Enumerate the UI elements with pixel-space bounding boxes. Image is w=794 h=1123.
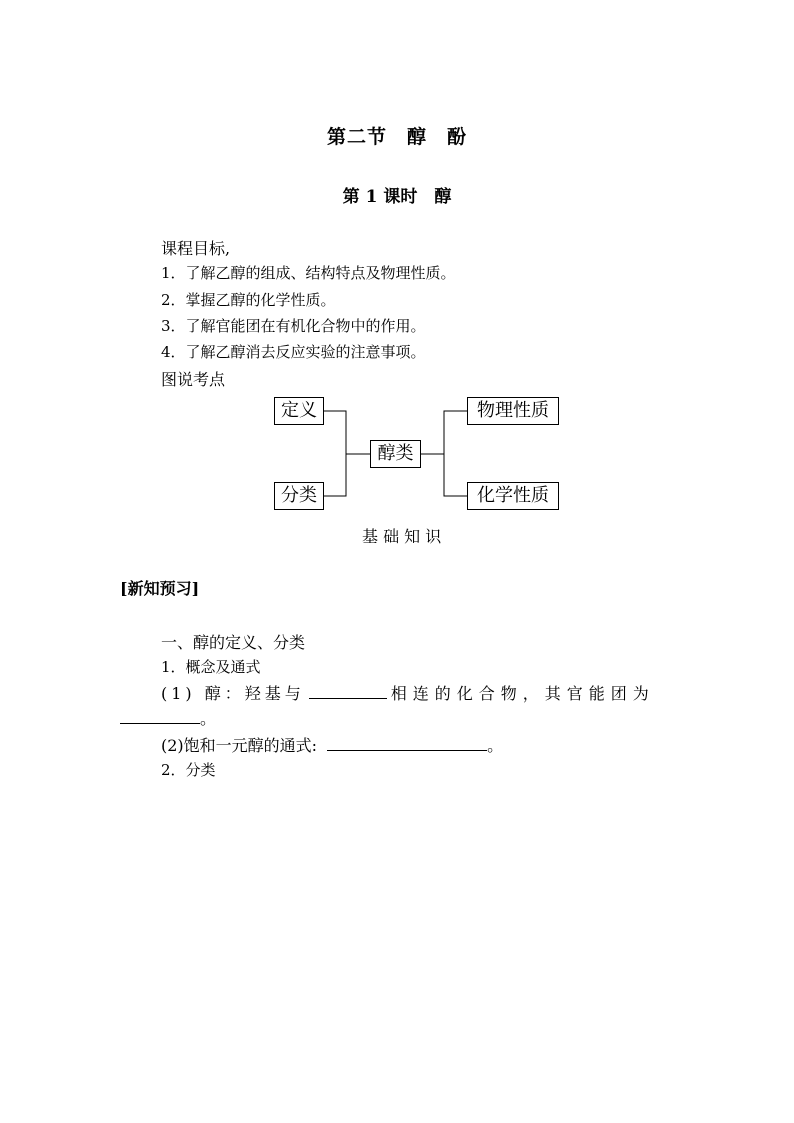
objective-item: 1．了解乙醇的组成、结构特点及物理性质。 — [161, 264, 456, 282]
box-classification: 分类 — [274, 482, 324, 510]
item2-title: 2．分类 — [161, 761, 216, 779]
item1-title: 1．概念及通式 — [161, 658, 261, 676]
box-alcohols: 醇类 — [370, 440, 421, 468]
lesson-subtitle: 第 1 课时 醇 — [342, 187, 452, 207]
diagram-heading: 图说考点 — [161, 370, 226, 389]
box-chemical-properties: 化学性质 — [467, 482, 559, 510]
connector-right — [421, 411, 467, 496]
definition-line-cont — [120, 706, 216, 729]
basic-knowledge-caption: 基 础 知 识 — [362, 527, 442, 546]
box-definition: 定义 — [274, 397, 324, 425]
definition-prefix: (1) 醇：羟基与 — [161, 684, 305, 703]
blank-carbon-group[interactable] — [309, 684, 387, 699]
definition-line — [161, 681, 655, 704]
preview-section-label: [新知预习] — [120, 579, 200, 598]
connector-left — [324, 411, 370, 496]
formula-prefix: (2)饱和一元醇的通式: — [161, 736, 318, 755]
formula-line — [161, 733, 503, 756]
blank-functional-group[interactable] — [120, 709, 200, 724]
objective-item: 2．掌握乙醇的化学性质。 — [161, 291, 336, 309]
box-physical-properties: 物理性质 — [467, 397, 559, 425]
formula-end: 。 — [487, 736, 504, 755]
section-title: 第二节 醇 酚 — [326, 126, 467, 148]
blank-general-formula[interactable] — [327, 736, 487, 751]
part1-title: 一、醇的定义、分类 — [161, 633, 306, 652]
objective-item: 3．了解官能团在有机化合物中的作用。 — [161, 317, 426, 335]
objective-item: 4．了解乙醇消去反应实验的注意事项。 — [161, 343, 426, 361]
definition-end: 。 — [200, 709, 217, 728]
definition-middle: 相连的化合物，其官能团为 — [390, 684, 655, 703]
objectives-heading: 课程目标, — [161, 239, 231, 258]
